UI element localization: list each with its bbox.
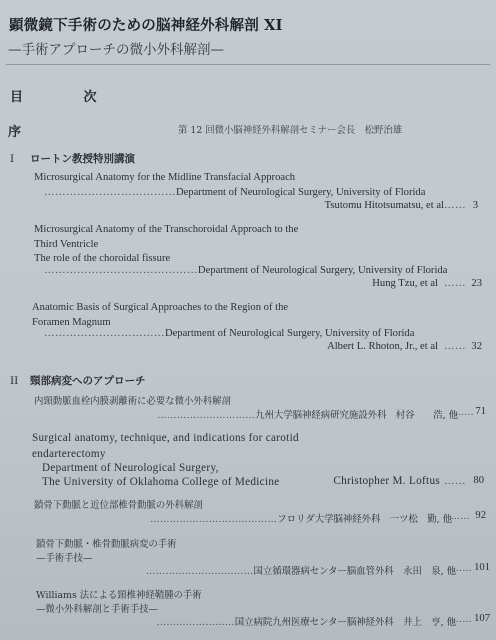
entry-page-leader: …… (444, 278, 466, 289)
entry-author: Albert L. Rhoton, Jr., et al (327, 341, 438, 352)
entry-title-line: 鎖骨下動脈・椎骨動脈病変の手術 (36, 539, 177, 550)
preface-label: 序 (8, 125, 22, 140)
entry-affiliation-line (44, 328, 414, 339)
entry-title-line: —微小外科解剖と手術手技— (36, 604, 158, 615)
entry-title-line: Foramen Magnum (32, 317, 111, 328)
entry-title-line: Surgical anatomy, technique, and indications for carotid (32, 432, 299, 444)
entry-page-number: 80 (473, 475, 484, 486)
entry-author: Hung Tzu, et al (372, 278, 438, 289)
entry-page-leader: …… (444, 341, 466, 352)
section-number: I (10, 153, 15, 165)
entry-affiliation: Department of Neurological Surgery, University of Florida (175, 187, 426, 198)
entry-page-number: 107 (474, 613, 490, 624)
entry-page-leader: …… (454, 407, 474, 418)
leader-dots: …………………………… (44, 328, 165, 339)
entry-page-leader: …… (444, 200, 466, 211)
entry-author: ……………………国立病院九州医療センター脳神経外科 井上 亨, 他 (156, 617, 456, 628)
entry-affiliation-line (44, 265, 447, 276)
entry-page-leader: …… (444, 476, 466, 487)
entry-title-line: Anatomic Basis of Surgical Approaches to the Region of the (32, 302, 289, 313)
entry-page-number: 32 (471, 341, 482, 352)
entry-title-line: Microsurgical Anatomy of the Transchoroidal Approach to the (34, 224, 299, 235)
entry-affiliation: Department of Neurological Surgery, University of Florida (164, 328, 415, 339)
section-heading (10, 373, 146, 388)
section-title: 頸部病変へのアプローチ (30, 375, 146, 387)
entry-page-number: 3 (472, 200, 478, 211)
entry-page-leader: …… (452, 614, 472, 625)
section-heading (10, 151, 135, 166)
entry-title-line: The role of the choroidal fissure (34, 253, 171, 264)
entry-author: ……………………………国立循環器病センター脳血管外科 永田 泉, 他 (146, 566, 456, 577)
book-title: 顕微鏡下手術のための脳神経外科解剖 XI (9, 17, 283, 34)
leader-dots: …………………… (156, 617, 235, 628)
section-number: II (10, 375, 19, 387)
leader-dots: …………………………… (146, 566, 254, 577)
entry-title-line: 鎖骨下動脈と近位部椎骨動脈の外科解剖 (34, 500, 203, 511)
entry-page-number: 71 (475, 406, 486, 417)
section-title: ロートン教授特別講演 (30, 153, 135, 165)
entry-title-line: Microsurgical Anatomy for the Midline Transfacial Approach (34, 172, 296, 183)
entry-page-number: 23 (471, 278, 482, 289)
entry-author: …………………………九州大学脳神経病研究施設外科 村谷 浩, 他 (157, 410, 458, 421)
entry-affiliation: The University of Oklahoma College of Medicine (42, 476, 280, 488)
entry-page-leader: …… (450, 511, 470, 522)
entry-title-line: 内頸動脈血栓内膜剥離術に必要な微小外科解剖 (34, 396, 231, 407)
entry-author: …………………………………フロリダ大学脳神経外科 一ツ松 勤, 他 (150, 514, 452, 525)
entry-title-line: —手術手技— (36, 553, 93, 564)
entry-affiliation: Department of Neurological Surgery, (42, 462, 219, 474)
header-divider (6, 64, 490, 65)
leader-dots: ………………………………… (150, 514, 278, 525)
entry-page-number: 92 (475, 510, 486, 521)
leader-dots: ……………………………… (44, 187, 176, 198)
book-subtitle: —手術アプローチの微小外科解剖— (8, 42, 224, 58)
entry-affiliation: Department of Neurological Surgery, University of Florida (197, 265, 448, 276)
entry-title-line: Third Ventricle (34, 239, 99, 250)
entry-title-line: endarterectomy (32, 448, 106, 460)
leader-dots: ………………………… (157, 410, 256, 421)
entry-author: Tsutomu Hitotsumatsu, et al (324, 200, 444, 211)
preface-credit: 第 12 回微小脳神経外科解剖セミナー会長 松野治雄 (178, 125, 403, 136)
entry-affiliation-line (44, 187, 425, 198)
entry-title-line: Williams 法による頸椎神経鞘腫の手術 (36, 590, 202, 601)
leader-dots: …………………………………… (44, 265, 198, 276)
entry-page-number: 101 (474, 562, 490, 573)
contents-heading: 目 次 (10, 90, 125, 105)
entry-page-leader: …… (452, 563, 472, 574)
entry-author: Christopher M. Loftus (333, 475, 440, 487)
